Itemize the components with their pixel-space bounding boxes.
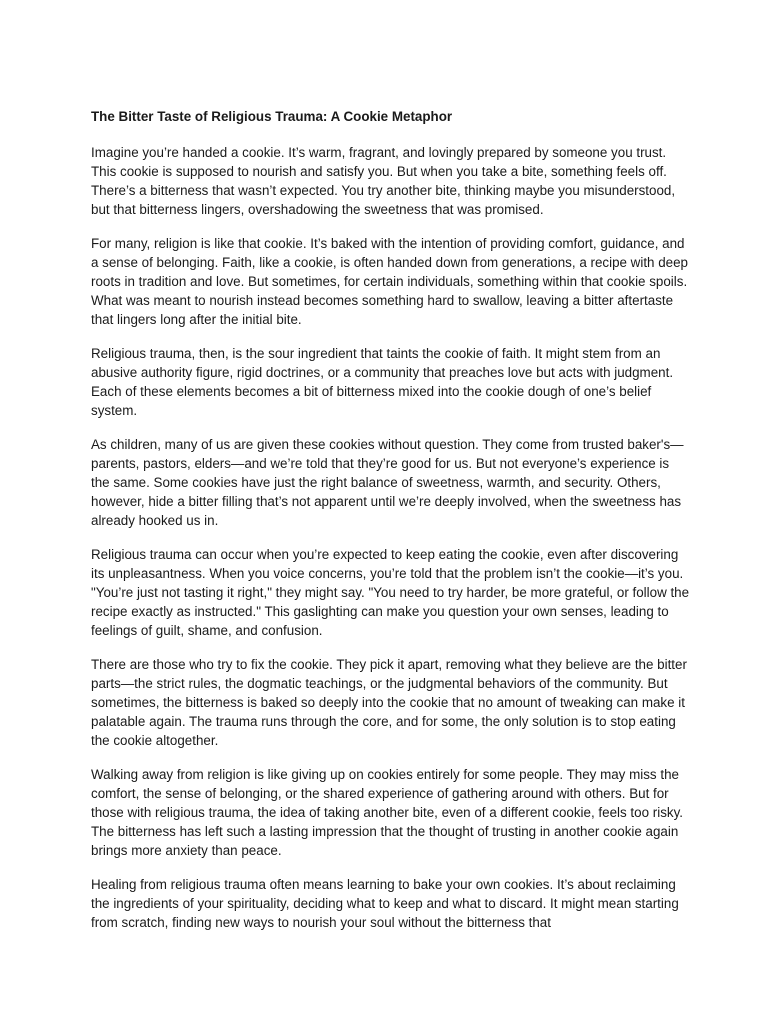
paragraph-6: There are those who try to fix the cookie. They pick it apart, removing what they believe are the bitter parts—the strict rules, the dogmatic teachings, or the judgmental behaviors of the community. But sometimes, the bitterness is baked so deeply into the cookie that no amount of tweaking can make it palatable again. The trauma runs through the core, and for some, the only solution is to stop eating the cookie altogether. xyxy=(91,657,687,748)
paragraph-7: Walking away from religion is like giving up on cookies entirely for some people. They may miss the comfort, the sense of belonging, or the shared experience of gathering around with others. But for those with religious trauma, the idea of taking another bite, even of a different cookie, feels too risky. The bitterness has left such a lasting impression that the thought of trusting in another cookie again brings more anxiety than peace. xyxy=(91,767,684,858)
document-body xyxy=(91,107,691,947)
paragraph-3: Religious trauma, then, is the sour ingredient that taints the cookie of faith. It might stem from an abusive authority figure, rigid doctrines, or a community that preaches love but acts with judgment. Each of these elements becomes a bit of bitterness mixed into the cookie dough of one’s belief system. xyxy=(91,346,674,418)
paragraph-8: Healing from religious trauma often means learning to bake your own cookies. It’s about reclaiming the ingredients of your spirituality, deciding what to keep and what to discard. It might mean starting from scratch, finding new ways to nourish your soul without the bitterness that xyxy=(91,877,679,930)
paragraph-2: For many, religion is like that cookie. It’s baked with the intention of providing comfort, guidance, and a sense of belonging. Faith, like a cookie, is often handed down from generations, a recipe with deep roots in tradition and love. But sometimes, for certain individuals, something within that cookie spoils. What was meant to nourish instead becomes something hard to swallow, leaving a bitter aftertaste that lingers long after the initial bite. xyxy=(91,236,689,327)
paragraph-1: Imagine you’re handed a cookie. It’s warm, fragrant, and lovingly prepared by someone you trust. This cookie is supposed to nourish and satisfy you. But when you take a bite, something feels off. There’s a bitterness that wasn’t expected. You try another bite, thinking maybe you misunderstood, but that bitterness lingers, overshadowing the sweetness that was promised. xyxy=(91,145,676,217)
paragraph-5: Religious trauma can occur when you’re expected to keep eating the cookie, even after discovering its unpleasantness. When you voice concerns, you’re told that the problem isn’t the cookie—it’s you. "You’re just not tasting it right," they might say. "You need to try harder, be more grateful, or follow the recipe exactly as instructed." This gaslighting can make you question your own senses, leading to feelings of guilt, shame, and confusion. xyxy=(91,547,690,638)
paragraph-4: As children, many of us are given these cookies without question. They come from trusted baker's—parents, pastors, elders—and we’re told that they’re good for us. But not everyone’s experience is the same. Some cookies have just the right balance of sweetness, warmth, and security. Others, however, hide a bitter filling that’s not apparent until we’re deeply involved, when the sweetness has already hooked us in. xyxy=(91,437,684,528)
document-title: The Bitter Taste of Religious Trauma: A Cookie Metaphor xyxy=(91,109,453,124)
